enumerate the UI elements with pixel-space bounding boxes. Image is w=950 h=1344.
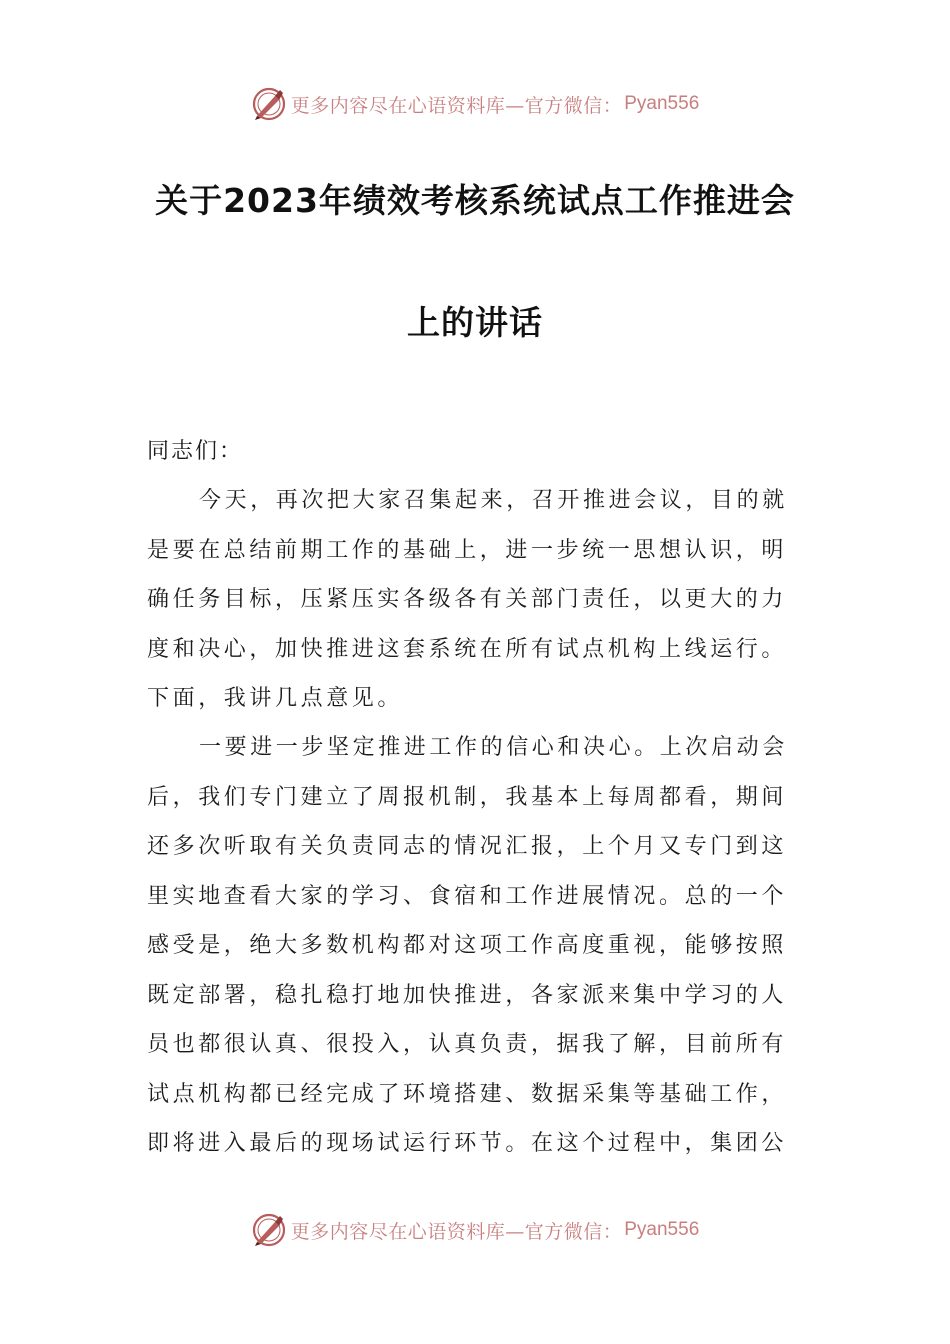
watermark-slogan: 更多内容尽在心语资料库—官方微信：: [290, 1220, 623, 1243]
paragraph-line: 里实地查看大家的学习、食宿和工作进展情况。总的一个: [147, 883, 788, 909]
paragraph-line: 下面，我讲几点意见。: [147, 686, 404, 711]
paragraph-line: 是要在总结前期工作的基础上，进一步统一思想认识，明: [147, 537, 788, 563]
document-title-line2: 上的讲话: [407, 303, 543, 342]
salutation: 同志们：: [147, 439, 244, 464]
paragraph-line: 感受是，绝大多数机构都对这项工作高度重视，能够按照: [147, 933, 788, 958]
watermark-wechat-id: Pyan556: [624, 1219, 700, 1240]
paragraph-line: 确任务目标，压紧压实各级各有关部门责任，以更大的力: [147, 587, 788, 612]
paragraph-line: 度和决心，加快推进这套系统在所有试点机构上线运行。: [147, 636, 788, 662]
pen-logo-icon: [251, 86, 287, 122]
watermark-slogan: 更多内容尽在心语资料库—官方微信：: [290, 94, 623, 117]
document-title-line1: 关于2023年绩效考核系统试点工作推进会: [155, 181, 795, 220]
paragraph-line: 即将进入最后的现场试运行环节。在这个过程中，集团公: [147, 1131, 788, 1156]
paragraph-line: 一要进一步坚定推进工作的信心和决心。上次启动会: [199, 735, 788, 760]
watermark-wechat-id: Pyan556: [624, 93, 700, 114]
paragraph-line: 后，我们专门建立了周报机制，我基本上每周都看，期间: [147, 784, 788, 810]
paragraph-line: 既定部署，稳扎稳打地加快推进，各家派来集中学习的人: [147, 982, 788, 1008]
paragraph-1: [147, 476, 807, 724]
paragraph-line: 试点机构都已经完成了环境搭建、数据采集等基础工作，: [147, 1081, 788, 1107]
paragraph-line: 员也都很认真、很投入，认真负责，据我了解，目前所有: [147, 1032, 788, 1057]
header-watermark: [0, 84, 950, 124]
paragraph-2: [147, 723, 807, 1169]
footer-watermark: [0, 1210, 950, 1250]
paragraph-line: 还多次听取有关负责同志的情况汇报，上个月又专门到这: [147, 834, 788, 859]
paragraph-line: 今天，再次把大家召集起来，召开推进会议，目的就: [199, 488, 788, 513]
pen-logo-icon: [251, 1212, 287, 1248]
